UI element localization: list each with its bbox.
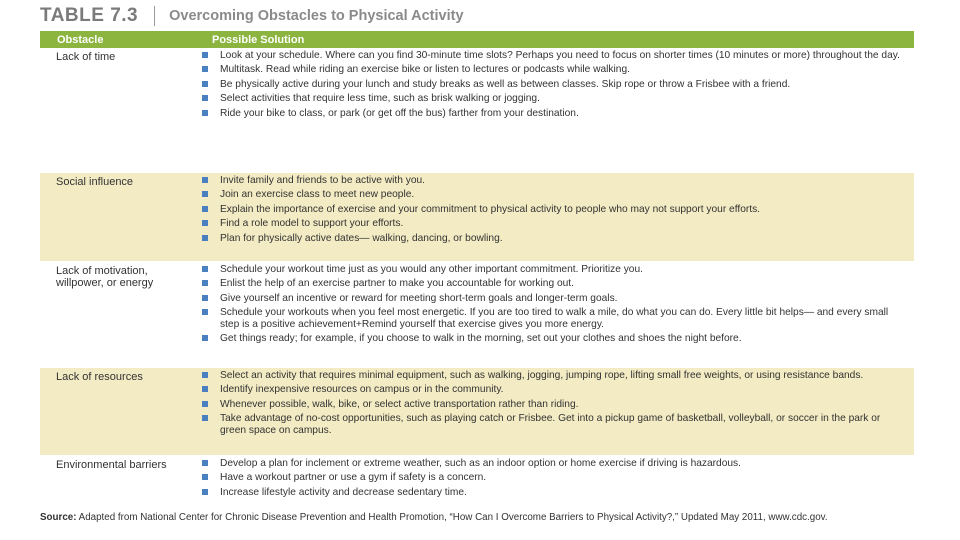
square-bullet-icon bbox=[202, 95, 208, 101]
solution-item: Plan for physically active dates— walking, dancing, or bowling. bbox=[202, 233, 908, 244]
square-bullet-icon bbox=[202, 474, 208, 480]
square-bullet-icon bbox=[202, 280, 208, 286]
square-bullet-icon bbox=[202, 81, 208, 87]
solution-item: Get things ready; for example, if you choose to walk in the morning, set out your clothes and shoes the night before. bbox=[202, 333, 908, 344]
solution-item: Develop a plan for inclement or extreme weather, such as an indoor option or home exercise if driving is hazardous. bbox=[202, 458, 908, 469]
solution-item: Give yourself an incentive or reward for meeting short-term goals and longer-term goals. bbox=[202, 293, 908, 304]
solution-item: Whenever possible, walk, bike, or select active transportation rather than riding. bbox=[202, 399, 908, 410]
source-note bbox=[40, 512, 920, 523]
obstacle-cell: Social influence bbox=[56, 176, 134, 188]
table-row-lack-of-resources bbox=[40, 368, 914, 456]
table-row-lack-of-time bbox=[40, 48, 914, 173]
obstacle-cell: Lack of motivation, willpower, or energy bbox=[56, 265, 154, 289]
obstacles-table bbox=[40, 31, 914, 520]
solution-item: Join an exercise class to meet new people. bbox=[202, 189, 908, 200]
solution-item: Increase lifestyle activity and decrease sedentary time. bbox=[202, 487, 908, 498]
square-bullet-icon bbox=[202, 110, 208, 116]
square-bullet-icon bbox=[202, 52, 208, 58]
table-row-lack-of-motivation bbox=[40, 262, 914, 368]
square-bullet-icon bbox=[202, 266, 208, 272]
obstacle-cell: Lack of time bbox=[56, 51, 116, 63]
square-bullet-icon bbox=[202, 206, 208, 212]
solution-item: Multitask. Read while riding an exercise bike or listen to lectures or podcasts while walking. bbox=[202, 64, 908, 75]
square-bullet-icon bbox=[202, 489, 208, 495]
solution-item: Be physically active during your lunch and study breaks as well as between classes. Skip rope or throw a Frisbee with a friend. bbox=[202, 79, 908, 90]
obstacle-cell: Lack of resources bbox=[56, 371, 143, 383]
title-divider bbox=[154, 6, 155, 26]
solution-item: Explain the importance of exercise and your commitment to physical activity to people who may not support your efforts. bbox=[202, 204, 908, 215]
square-bullet-icon bbox=[202, 460, 208, 466]
solution-item: Take advantage of no-cost opportunities, such as playing catch or Frisbee. Get into a pickup game of basketball, volleyball, or soccer in the park or green space on campus. bbox=[202, 413, 908, 436]
solutions-cell bbox=[202, 368, 914, 455]
square-bullet-icon bbox=[202, 309, 208, 315]
solution-item: Ride your bike to class, or park (or get off the bus) farther from your destination. bbox=[202, 108, 908, 119]
table-number: TABLE 7.3 bbox=[40, 5, 139, 26]
square-bullet-icon bbox=[202, 191, 208, 197]
square-bullet-icon bbox=[202, 335, 208, 341]
solutions-cell bbox=[202, 48, 914, 172]
solutions-cell bbox=[202, 173, 914, 261]
solution-item: Schedule your workout time just as you would any other important commitment. Prioritize you. bbox=[202, 264, 908, 275]
square-bullet-icon bbox=[202, 235, 208, 241]
square-bullet-icon bbox=[202, 372, 208, 378]
square-bullet-icon bbox=[202, 401, 208, 407]
solution-item: Schedule your workouts when you feel most energetic. If you are too tired to walk a mile, do what you can do. Every little bit helps— and every small step is a positive achievement+Remind yourself that exercise gives you more energy. bbox=[202, 307, 908, 330]
table-title-bar bbox=[40, 4, 920, 28]
square-bullet-icon bbox=[202, 386, 208, 392]
solution-item: Select activities that require less time, such as brisk walking or jogging. bbox=[202, 93, 908, 104]
solution-item: Identify inexpensive resources on campus or in the community. bbox=[202, 384, 908, 395]
table-row-environmental-barriers bbox=[40, 456, 914, 520]
solution-item: Have a workout partner or use a gym if safety is a concern. bbox=[202, 472, 908, 483]
solution-item: Select an activity that requires minimal equipment, such as walking, jogging, jumping rope, lifting small free weights, or using resistance bands. bbox=[202, 370, 908, 381]
square-bullet-icon bbox=[202, 220, 208, 226]
solution-item: Find a role model to support your efforts. bbox=[202, 218, 908, 229]
header-obstacle: Obstacle bbox=[57, 33, 104, 46]
table-row-social-influence bbox=[40, 173, 914, 262]
header-solution: Possible Solution bbox=[212, 33, 305, 46]
source-text: Adapted from National Center for Chronic Disease Prevention and Health Promotion, “How Can I Overcome Barriers to Physical Activity?,” Updated May 2011, www.cdc.gov. bbox=[78, 512, 828, 523]
source-label: Source: bbox=[40, 512, 77, 523]
solutions-cell bbox=[202, 262, 914, 367]
table-header-row bbox=[40, 31, 914, 48]
table-title: Overcoming Obstacles to Physical Activity bbox=[169, 8, 464, 24]
obstacle-cell: Environmental barriers bbox=[56, 459, 167, 471]
square-bullet-icon bbox=[202, 295, 208, 301]
square-bullet-icon bbox=[202, 66, 208, 72]
solution-item: Look at your schedule. Where can you find 30-minute time slots? Perhaps you need to focus on shorter times (10 minutes or more) throughout the day. bbox=[202, 50, 908, 61]
solutions-cell bbox=[202, 456, 914, 519]
solution-item: Invite family and friends to be active with you. bbox=[202, 175, 908, 186]
square-bullet-icon bbox=[202, 177, 208, 183]
solution-item: Enlist the help of an exercise partner to make you accountable for working out. bbox=[202, 278, 908, 289]
square-bullet-icon bbox=[202, 415, 208, 421]
